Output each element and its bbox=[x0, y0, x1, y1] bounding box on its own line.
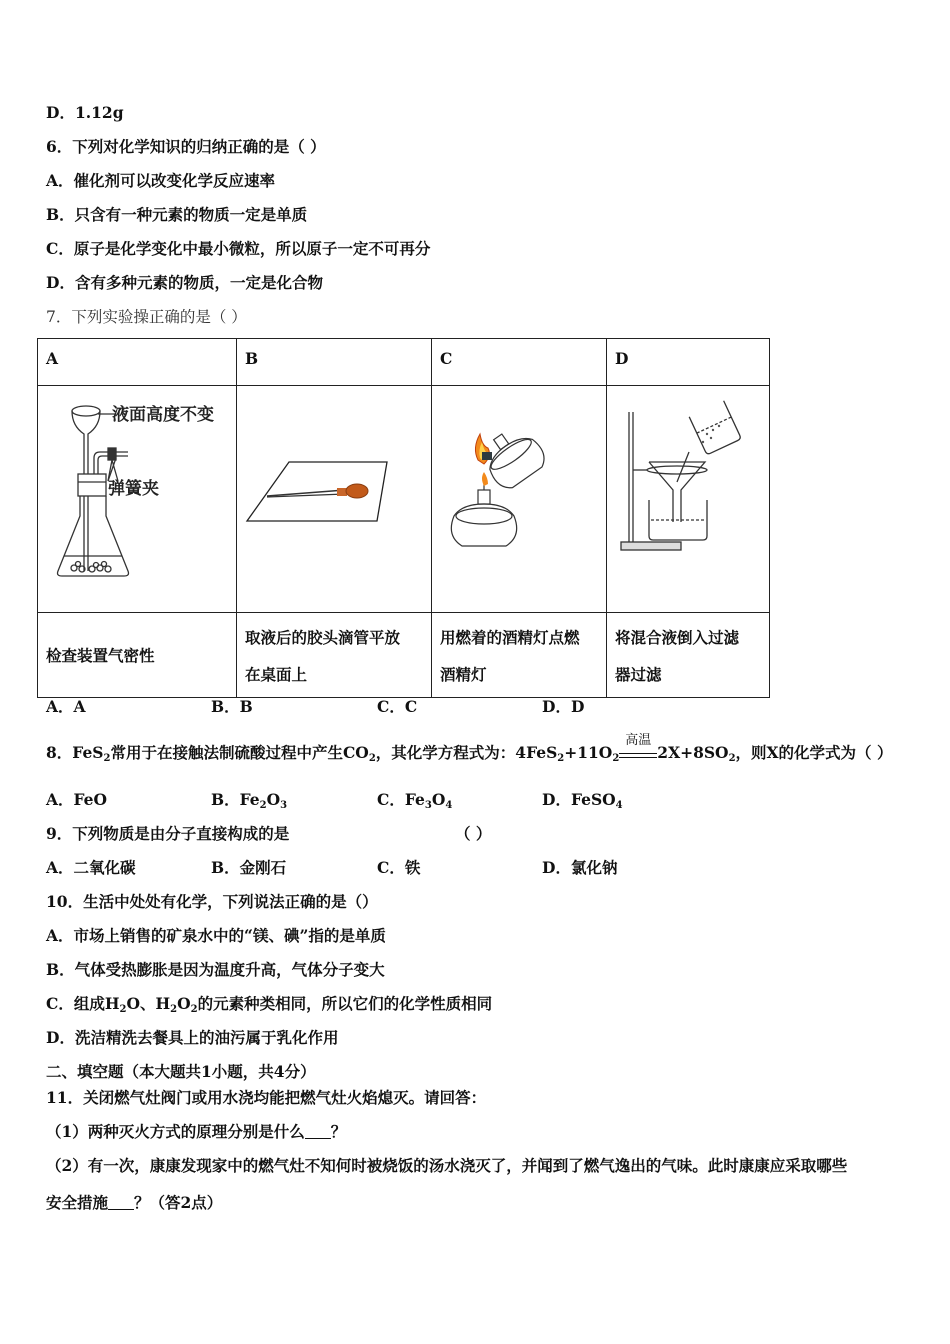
q7-figure-c bbox=[432, 386, 607, 613]
q10-option-b: B．气体受热膨胀是因为温度升高，气体分子变大 bbox=[46, 960, 385, 979]
q10-option-a: A．市场上销售的矿泉水中的“镁、碘”指的是单质 bbox=[46, 926, 386, 945]
q7-caption-b: 取液后的胶头滴管平放 在桌面上 bbox=[237, 613, 432, 698]
q11-part-2-line-1: （2）有一次，康康发现家中的燃气灶不知何时被烧饭的汤水浇灭了，并闻到了燃气逸出的气味。此时康康应采取哪些 bbox=[46, 1156, 848, 1175]
q7-option-c: C．C bbox=[377, 697, 418, 716]
reaction-condition: 高温 bbox=[619, 747, 657, 758]
q9-option-c: C．铁 bbox=[377, 858, 421, 877]
label-spring-clamp: 弹簧夹 bbox=[108, 479, 159, 499]
q6-option-d: D．含有多种元素的物质，一定是化合物 bbox=[46, 273, 323, 292]
q9-paren: （ ） bbox=[455, 824, 492, 843]
q10-option-d: D．洗洁精洗去餐具上的油污属于乳化作用 bbox=[46, 1028, 339, 1047]
q8-option-d: D．FeSO$_4$ bbox=[542, 790, 623, 811]
dropper-on-table-icon bbox=[237, 386, 431, 608]
q7-option-d: D．D bbox=[542, 697, 585, 716]
q7-figure-a bbox=[38, 386, 237, 613]
q9-option-d: D．氯化钠 bbox=[542, 858, 618, 877]
q7-figure-b bbox=[237, 386, 432, 613]
q7-option-a: A．A bbox=[46, 697, 86, 716]
q8-stem: 8．FeS$_2$常用于在接触法制硫酸过程中产生$CO_2$，其化学方程式为：$4FeS_2+11O_2$ 高温 $2X+8SO_2$，则X的化学式为（ ） bbox=[46, 733, 893, 764]
q11-part-1: （1）两种灭火方式的原理分别是什么 ？ bbox=[46, 1122, 347, 1141]
q7-header-c: C bbox=[432, 339, 607, 386]
q10-option-c: C．组成$H_2O$、$H_2O_2$的元素种类相同，所以它们的化学性质相同 bbox=[46, 994, 493, 1015]
q7-header-a: A bbox=[38, 339, 237, 386]
q11-part-2-line-2: 安全措施 ？（答2点） bbox=[46, 1193, 223, 1212]
q7-caption-d: 将混合液倒入过滤 器过滤 bbox=[607, 613, 770, 698]
q9-option-a: A．二氧化碳 bbox=[46, 858, 136, 877]
q5-option-d: D．1.12g bbox=[46, 103, 124, 122]
q7-option-b: B．B bbox=[211, 697, 253, 716]
q10-stem: 10．生活中处处有化学，下列说法正确的是（） bbox=[46, 892, 378, 911]
q8-option-a: A．FeO bbox=[46, 790, 108, 809]
label-liquid-level: 液面高度不变 bbox=[112, 405, 214, 425]
q6-option-a: A．催化剂可以改变化学反应速率 bbox=[46, 171, 276, 190]
q6-option-c: C．原子是化学变化中最小微粒，所以原子一定不可再分 bbox=[46, 239, 431, 258]
q7-caption-a: 检查装置气密性 bbox=[38, 613, 237, 698]
q9-stem: 9．下列物质是由分子直接构成的是 bbox=[46, 824, 290, 843]
q6-option-b: B．只含有一种元素的物质一定是单质 bbox=[46, 205, 308, 224]
alcohol-lamp-lighting-icon bbox=[432, 386, 606, 608]
q7-stem: 7．下列实验操正确的是（ ） bbox=[46, 308, 247, 326]
q8-option-c: C．$Fe_3O_4$ bbox=[377, 790, 453, 811]
q7-caption-c: 用燃着的酒精灯点燃 酒精灯 bbox=[432, 613, 607, 698]
q8-option-b: B．$Fe_2O_3$ bbox=[211, 790, 288, 811]
q6-stem: 6．下列对化学知识的归纳正确的是（ ） bbox=[46, 137, 326, 156]
q7-table bbox=[37, 338, 770, 698]
answer-blank[interactable] bbox=[108, 1195, 134, 1210]
q9-option-b: B．金刚石 bbox=[211, 858, 287, 877]
section-2-title: 二、填空题（本大题共1小题，共4分） bbox=[46, 1062, 316, 1081]
filtration-setup-icon bbox=[607, 386, 769, 608]
q7-header-b: B bbox=[237, 339, 432, 386]
airtight-check-apparatus-icon bbox=[38, 386, 236, 608]
answer-blank[interactable] bbox=[305, 1124, 331, 1139]
q7-figure-d bbox=[607, 386, 770, 613]
q7-header-d: D bbox=[607, 339, 770, 386]
q11-stem: 11．关闭燃气灶阀门或用水浇均能把燃气灶火焰熄灭。请回答： bbox=[46, 1088, 487, 1107]
